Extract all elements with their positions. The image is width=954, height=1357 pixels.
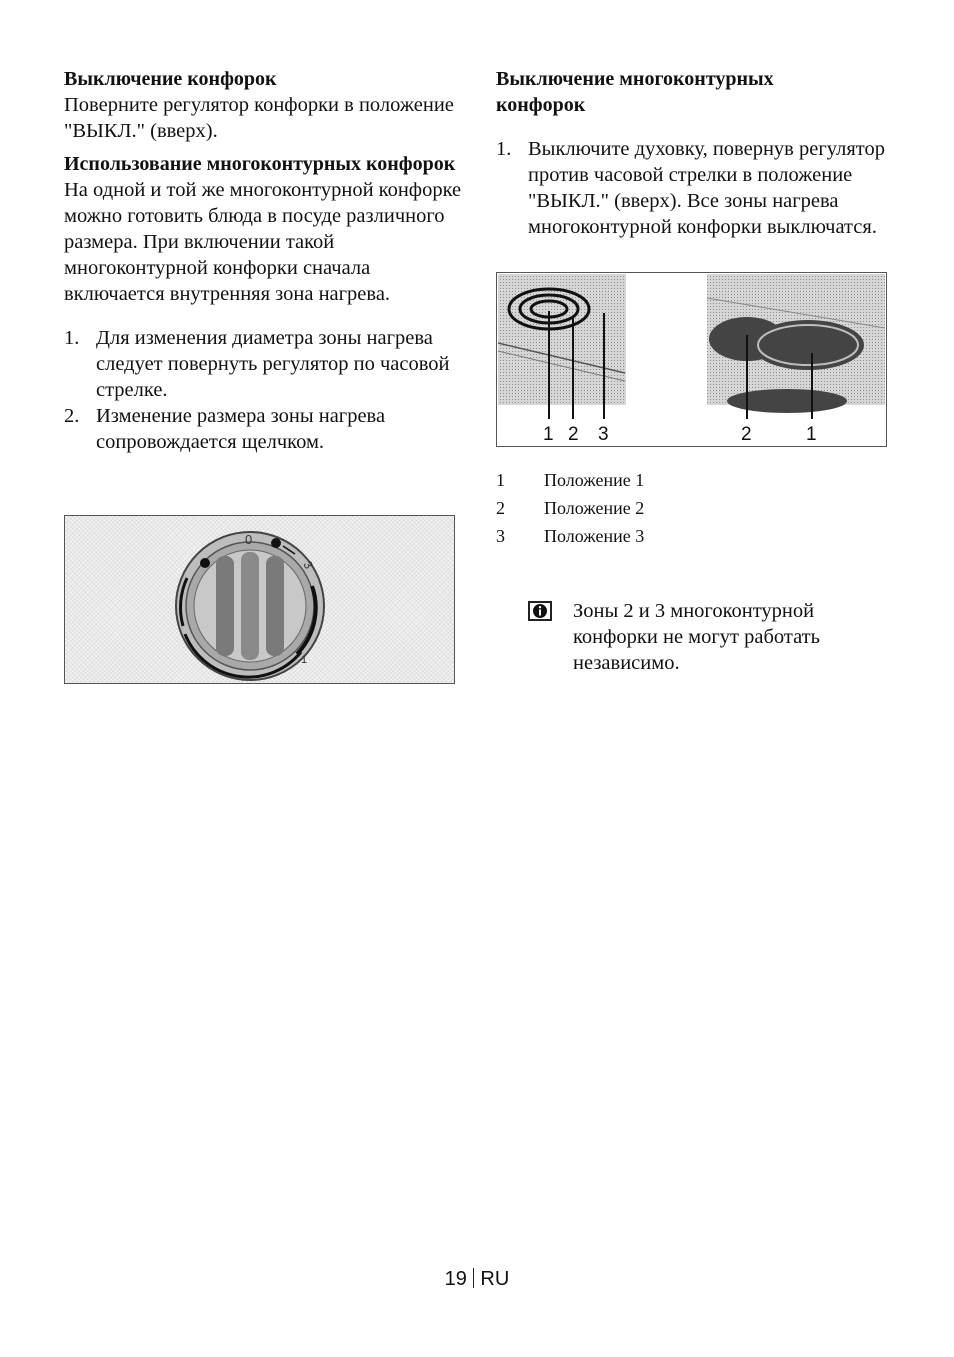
info-icon — [528, 601, 552, 621]
legend-row: 1 Положение 1 — [496, 470, 645, 490]
positions-legend — [496, 466, 644, 550]
para-burner-off: Поверните регулятор конфорки в положение "ВЫКЛ." (вверх). — [64, 94, 454, 142]
list-item: 1. Выключите духовку, повернув регулятор против часовой стрелки в положение "ВЫКЛ." (вверх). Все зоны нагрева многоконтурной конфорки выключатся. — [496, 138, 885, 238]
legend-row: 2 Положение 2 — [496, 498, 645, 518]
burner-label-a1: 1 — [543, 424, 554, 445]
heading-multi-burner-off: Выключение многоконтурных конфорок — [496, 68, 774, 116]
page-number: 19 — [444, 1268, 467, 1290]
steps-list — [64, 325, 464, 455]
knob-illustration — [65, 516, 454, 683]
info-note — [528, 598, 888, 676]
position-dot-right — [271, 538, 281, 548]
burner-label-a2: 2 — [568, 424, 579, 445]
list-item: 2. Изменение размера зоны нагрева сопровождается щелчком. — [64, 405, 386, 453]
burner-label-b1: 1 — [806, 424, 817, 445]
knob-label-zero: 0 — [245, 532, 253, 547]
left-column — [64, 66, 464, 455]
burner-figure — [496, 272, 887, 447]
note-text: Зоны 2 и 3 многоконтурной конфорки не могут работать независимо. — [573, 600, 820, 674]
para-multi-burner: На одной и той же многоконтурной конфорке можно готовить блюда в посуде различного размера. При включении такой многоконтурной конфорки сначала включается внутренняя зона нагрева. — [64, 179, 462, 305]
knob-figure — [64, 515, 455, 684]
position-dot-left — [200, 558, 210, 568]
burner-illustration — [497, 273, 886, 446]
knob-label-one: 1 — [301, 654, 308, 666]
page-footer — [0, 1268, 954, 1291]
right-column — [496, 66, 888, 240]
burner-label-a3: 3 — [598, 424, 609, 445]
heading-burner-off: Выключение конфорок — [64, 68, 277, 90]
knob-label-three: 3 — [300, 558, 316, 572]
footer-separator — [473, 1268, 475, 1288]
heading-multi-burner: Использование многоконтурных конфорок — [64, 153, 456, 175]
burner-label-b2: 2 — [741, 424, 752, 445]
legend-row: 3 Положение 3 — [496, 526, 645, 546]
list-item: 1. Для изменения диаметра зоны нагрева следует повернуть регулятор по часовой стрелке. — [64, 327, 450, 401]
language-code: RU — [480, 1268, 510, 1290]
right-steps-list — [496, 136, 888, 240]
